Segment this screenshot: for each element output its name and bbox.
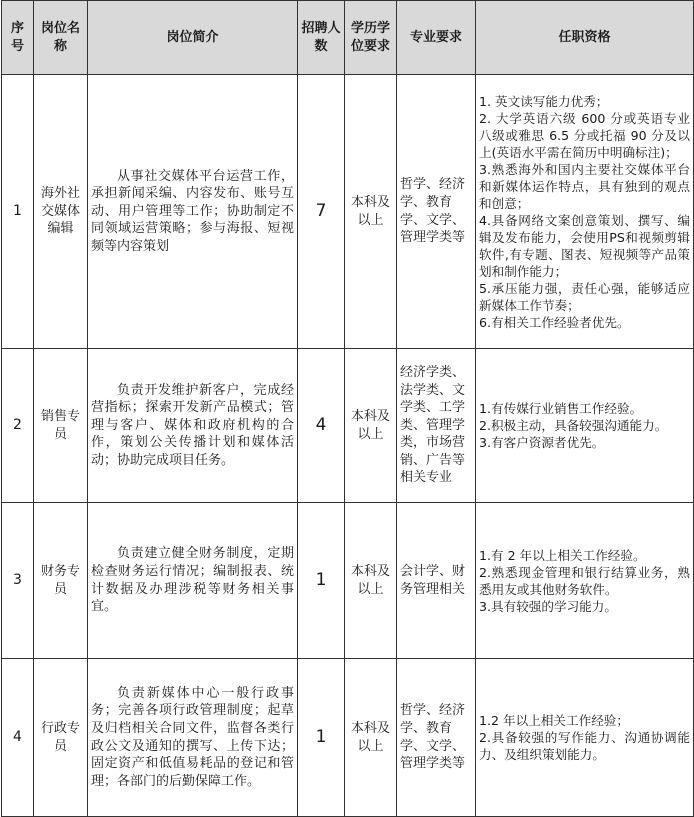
cell-qual	[476, 349, 694, 503]
table-row	[2, 659, 694, 817]
qual-line: 1.有 2 年以上相关工作经验。	[479, 547, 646, 563]
cell-edu: 本科及以上	[345, 349, 397, 503]
header-seq: 序号	[2, 1, 34, 75]
cell-count: 7	[298, 75, 345, 349]
cell-major: 哲学、经济学、教育学、文学、管理学类等	[397, 75, 476, 349]
qual-line: 2.积极主动，具备较强沟通能力。	[479, 418, 668, 433]
qual-line: 1.2 年以上相关工作经验；	[479, 713, 629, 728]
qual-line: 1. 英文读写能力优秀；	[479, 93, 609, 109]
header-intro: 岗位简介	[88, 1, 298, 75]
table-row	[2, 75, 694, 349]
cell-qual	[476, 503, 694, 659]
cell-seq: 1	[2, 75, 34, 349]
cell-name: 行政专员	[34, 659, 88, 817]
cell-name: 销售专员	[34, 349, 88, 503]
cell-edu: 本科及以上	[345, 659, 397, 817]
header-count: 招聘人数	[298, 1, 345, 75]
qual-line: 1.有传媒行业销售工作经验。	[479, 401, 643, 416]
cell-count: 1	[298, 503, 345, 659]
cell-seq: 2	[2, 349, 34, 503]
qual-line: 2.熟悉现金管理和银行结算业务，熟悉用友或其他财务软件。	[479, 564, 690, 597]
qual-line: 5.承压能力强，责任心强，能够适应新媒体工作节奏；	[479, 280, 690, 313]
cell-intro: 从事社交媒体平台运营工作，承担新闻采编、内容发布、账号互动、用户管理等工作；协助制定不同领域运营策略；参与海报、短视频等内容策划	[88, 75, 298, 349]
qual-line: 2.具备较强的写作能力、沟通协调能力、及组织策划能力。	[479, 730, 690, 762]
cell-intro: 负责开发维护新客户，完成经营指标；探索开发新产品模式；管理与客户、媒体和政府机构的合作，策划公关传播计划和媒体活动；协助完成项目任务。	[88, 349, 298, 503]
recruitment-table	[1, 0, 694, 817]
cell-seq: 4	[2, 659, 34, 817]
cell-intro: 负责建立健全财务制度，定期检查财务运行情况；编制报表、统计数据及办理涉税等财务相关事宜。	[88, 503, 298, 659]
header-qual: 任职资格	[476, 1, 694, 75]
cell-intro: 负责新媒体中心一般行政事务；完善各项行政管理制度；起草及归档相关合同文件，监督各类行政公文及通知的撰写、上传下达；固定资产和低值易耗品的登记和管理；各部门的后勤保障工作。	[88, 659, 298, 817]
qual-line: 3.具有较强的学习能力。	[479, 598, 617, 614]
header-edu: 学历学位要求	[345, 1, 397, 75]
header-major: 专业要求	[397, 1, 476, 75]
cell-qual	[476, 75, 694, 349]
cell-count: 4	[298, 349, 345, 503]
cell-major: 经济学类、法学类、文学类、工学类、管理学类，市场营销、广告等相关专业	[397, 349, 476, 503]
cell-edu: 本科及以上	[345, 503, 397, 659]
qual-line: 3.熟悉海外和国内主要社交媒体平台和新媒体运作特点，具有独到的观点和创意；	[479, 161, 690, 211]
cell-major: 会计学、财务管理相关	[397, 503, 476, 659]
table-row	[2, 349, 694, 503]
header-row	[2, 1, 694, 75]
cell-name: 海外社交媒体编辑	[34, 75, 88, 349]
qual-line: 6.有相关工作经验者优先。	[479, 314, 630, 330]
cell-name: 财务专员	[34, 503, 88, 659]
header-name: 岗位名称	[34, 1, 88, 75]
cell-qual	[476, 659, 694, 817]
cell-edu: 本科及以上	[345, 75, 397, 349]
cell-major: 哲学、经济学、教育学、文学、管理学类等	[397, 659, 476, 817]
qual-line: 3.有客户资源者优先。	[479, 435, 605, 450]
cell-seq: 3	[2, 503, 34, 659]
cell-count: 1	[298, 659, 345, 817]
qual-line: 4.具备网络文案创意策划、撰写、编辑及发布能力，会使用PS和视频剪辑软件,有专题、图表、短视频等产品策划和制作能力；	[479, 212, 690, 279]
qual-line: 2. 大学英语六级 600 分或英语专业八级或雅思 6.5 分或托福 90 分及以上(英语水平需在简历中明确标注)；	[479, 110, 690, 160]
table-row	[2, 503, 694, 659]
